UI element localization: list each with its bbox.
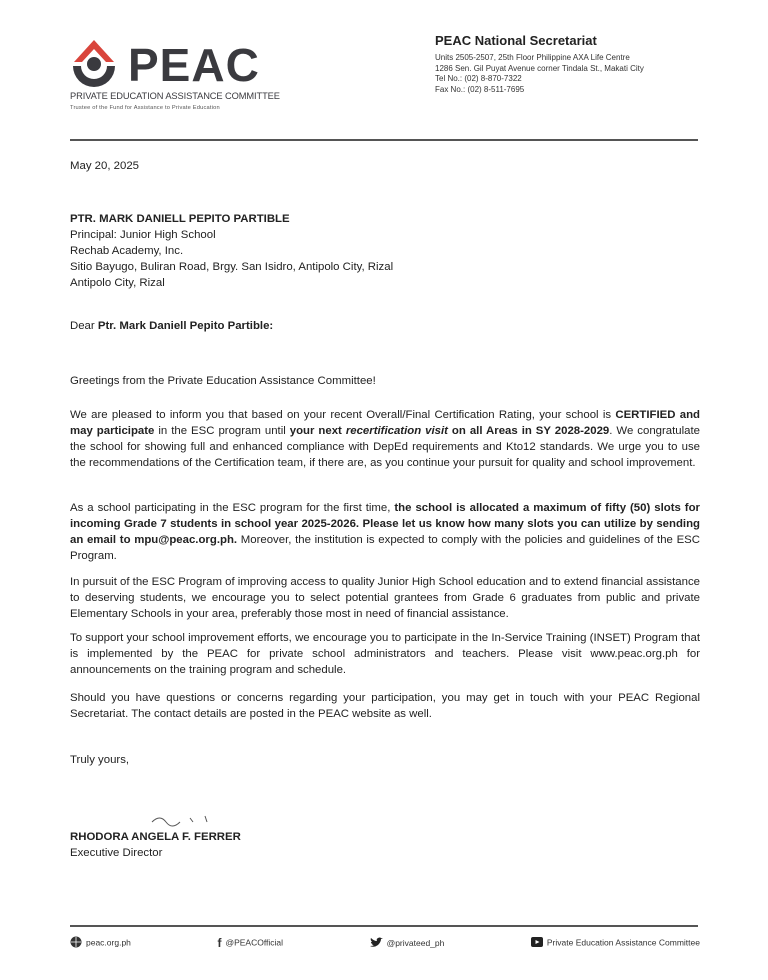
address-line: Units 2505-2507, 25th Floor Philippine AXA Life Centre [435,53,630,62]
globe-icon [70,936,82,950]
signer-block [70,829,700,861]
text-bold: on all Areas in SY 2028-2029 [447,425,610,437]
addressee-line: Rechab Academy, Inc. [70,245,184,257]
addressee-name: PTR. MARK DANIELL PEPITO PARTIBLE [70,213,290,225]
facebook-icon: f [217,936,222,950]
twitter-text: @privateed_ph [386,937,445,948]
paragraph-certification [70,407,700,471]
logo-tagline: Trustee of the Fund for Assistance to Private Education [70,105,220,111]
salutation-name: Ptr. Mark Daniell Pepito Partible: [97,320,274,332]
facebook-text: @PEACOfficial [225,937,284,948]
greeting: Greetings from the Private Education Assistance Committee! [70,375,376,387]
salutation-prefix: Dear [70,320,98,332]
text: . We congratulate the school for showing full and enhanced compliance with DepEd requirements and Kto12 standards. We urge you to use the recommendations of the Certification team, if there are, as you continue your pursuit for quality and school improvement. [70,425,700,469]
footer [70,936,700,950]
paragraph-slots [70,500,700,564]
secretariat-title: PEAC National Secretariat [435,33,597,48]
addressee-line: Sitio Bayugo, Buliran Road, Brgy. San Isidro, Antipolo City, Rizal [70,261,394,273]
peac-house-icon [70,36,128,90]
paragraph-grantees: In pursuit of the ESC Program of improving access to quality Junior High School education and to extend financial assistance to deserving students, we encourage you to select potential grantees from Grade 6 graduates from public and private Elementary Schools in your area, preferably those most in need of financial assistance. [70,576,700,620]
peac-logo [70,36,285,116]
website-text: peac.org.ph [86,937,131,948]
text: in the ESC program until [154,425,290,437]
text-bold-italic: recertification visit [345,425,448,437]
paragraph-contact: Should you have questions or concerns regarding your participation, you may get in touch with your PEAC Regional Secretariat. The contact details are posted in the PEAC website as well. [70,692,700,720]
tel-number: Tel No.: (02) 8-870-7322 [435,74,522,83]
salutation [70,318,700,334]
signer-name: RHODORA ANGELA F. FERRER [70,831,241,843]
signer-title: Executive Director [70,847,163,859]
youtube-text: Private Education Assistance Committee [546,937,700,948]
addressee-block [70,211,700,291]
header-divider [70,139,698,141]
text: We are pleased to inform you that based on your recent Overall/Final Certification Rating, your school is [70,409,616,421]
signature-mark [150,810,230,828]
logo-wordmark: PEAC [128,39,260,91]
closing: Truly yours, [70,754,130,766]
text-bold: CERTIFIED and may participate [70,409,700,437]
footer-facebook[interactable] [217,936,283,950]
footer-youtube[interactable] [531,937,700,949]
fax-number: Fax No.: (02) 8-511-7695 [435,84,525,94]
footer-twitter[interactable] [370,937,445,950]
paragraph-inset: To support your school improvement efforts, we encourage you to participate in the In-Service Training (INSET) Program that is implemented by the PEAC for private school administrators and teachers. Please visit www.peac.org.ph for announcements on the training program and schedule. [70,632,700,676]
address-line: 1286 Sen. Gil Puyat Avenue corner Tindala St., Makati City [435,63,644,73]
footer-website[interactable] [70,936,131,950]
text: Moreover, the institution is expected to comply with the policies and guidelines of the ESC Program. [70,534,700,562]
twitter-icon [370,937,383,950]
footer-divider [70,925,698,927]
logo-name: PRIVATE EDUCATION ASSISTANCE COMMITTEE [70,91,280,101]
youtube-icon [531,937,543,949]
letterhead-address [435,33,644,95]
text: As a school participating in the ESC program for the first time, [70,502,395,514]
addressee-line: Principal: Junior High School [70,229,216,241]
text-bold: the school is allocated a maximum of fifty (50) slots for incoming Grade 7 students in school year 2025-2026. Please let us know how many slots you can utilize by sending an email to mpu@peac.org.ph. [70,502,700,546]
text-bold: your next [289,425,346,437]
addressee-line: Antipolo City, Rizal [70,277,165,289]
letter-date: May 20, 2025 [70,160,140,172]
